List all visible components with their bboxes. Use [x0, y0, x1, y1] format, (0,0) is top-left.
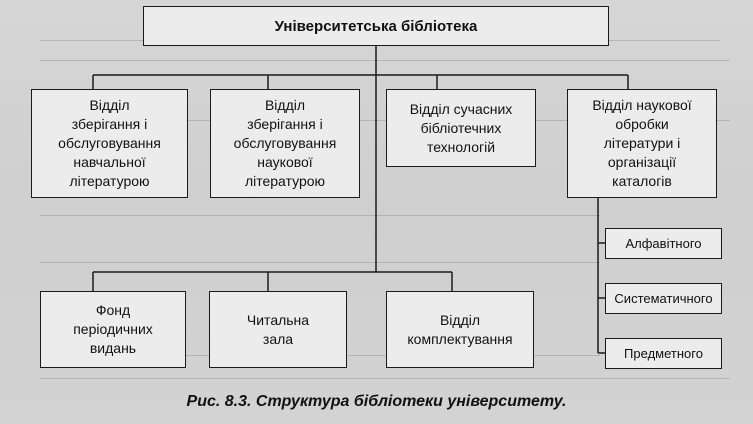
department-node-3: [386, 89, 536, 167]
catalog-node-1: [605, 228, 722, 259]
unit-label-1: Фонд періодичних видань: [73, 302, 153, 356]
department-node-4: [567, 89, 717, 198]
figure-caption: Рис. 8.3. Структура бібліотеки університету.: [186, 393, 567, 410]
department-label-3: Відділ сучасних бібліотечних технологій: [409, 100, 513, 155]
department-label-1: Відділ зберігання і обслуговування навчальної літературою: [58, 97, 161, 189]
department-label-2: Відділ зберігання і обслуговування наукової літературою: [233, 97, 337, 189]
unit-label-3: Відділ комплектування: [407, 311, 513, 347]
catalog-node-2: [605, 283, 722, 314]
unit-node-2: [209, 291, 347, 368]
catalog-label-1: Алфавітного: [625, 236, 702, 251]
department-label-4: Відділ наукової обробки літератури і організації каталогів: [592, 97, 692, 189]
catalog-label-2: Систематичного: [614, 291, 713, 306]
unit-node-1: [40, 291, 186, 368]
unit-label-2: Читальна зала: [246, 311, 310, 347]
department-node-1: [31, 89, 188, 198]
root-label: Університетська бібліотека: [274, 17, 478, 35]
root-node: [143, 6, 609, 46]
unit-node-3: [386, 291, 534, 368]
catalog-node-3: [605, 338, 722, 369]
department-node-2: [210, 89, 360, 198]
catalog-label-3: Предметного: [624, 346, 703, 361]
